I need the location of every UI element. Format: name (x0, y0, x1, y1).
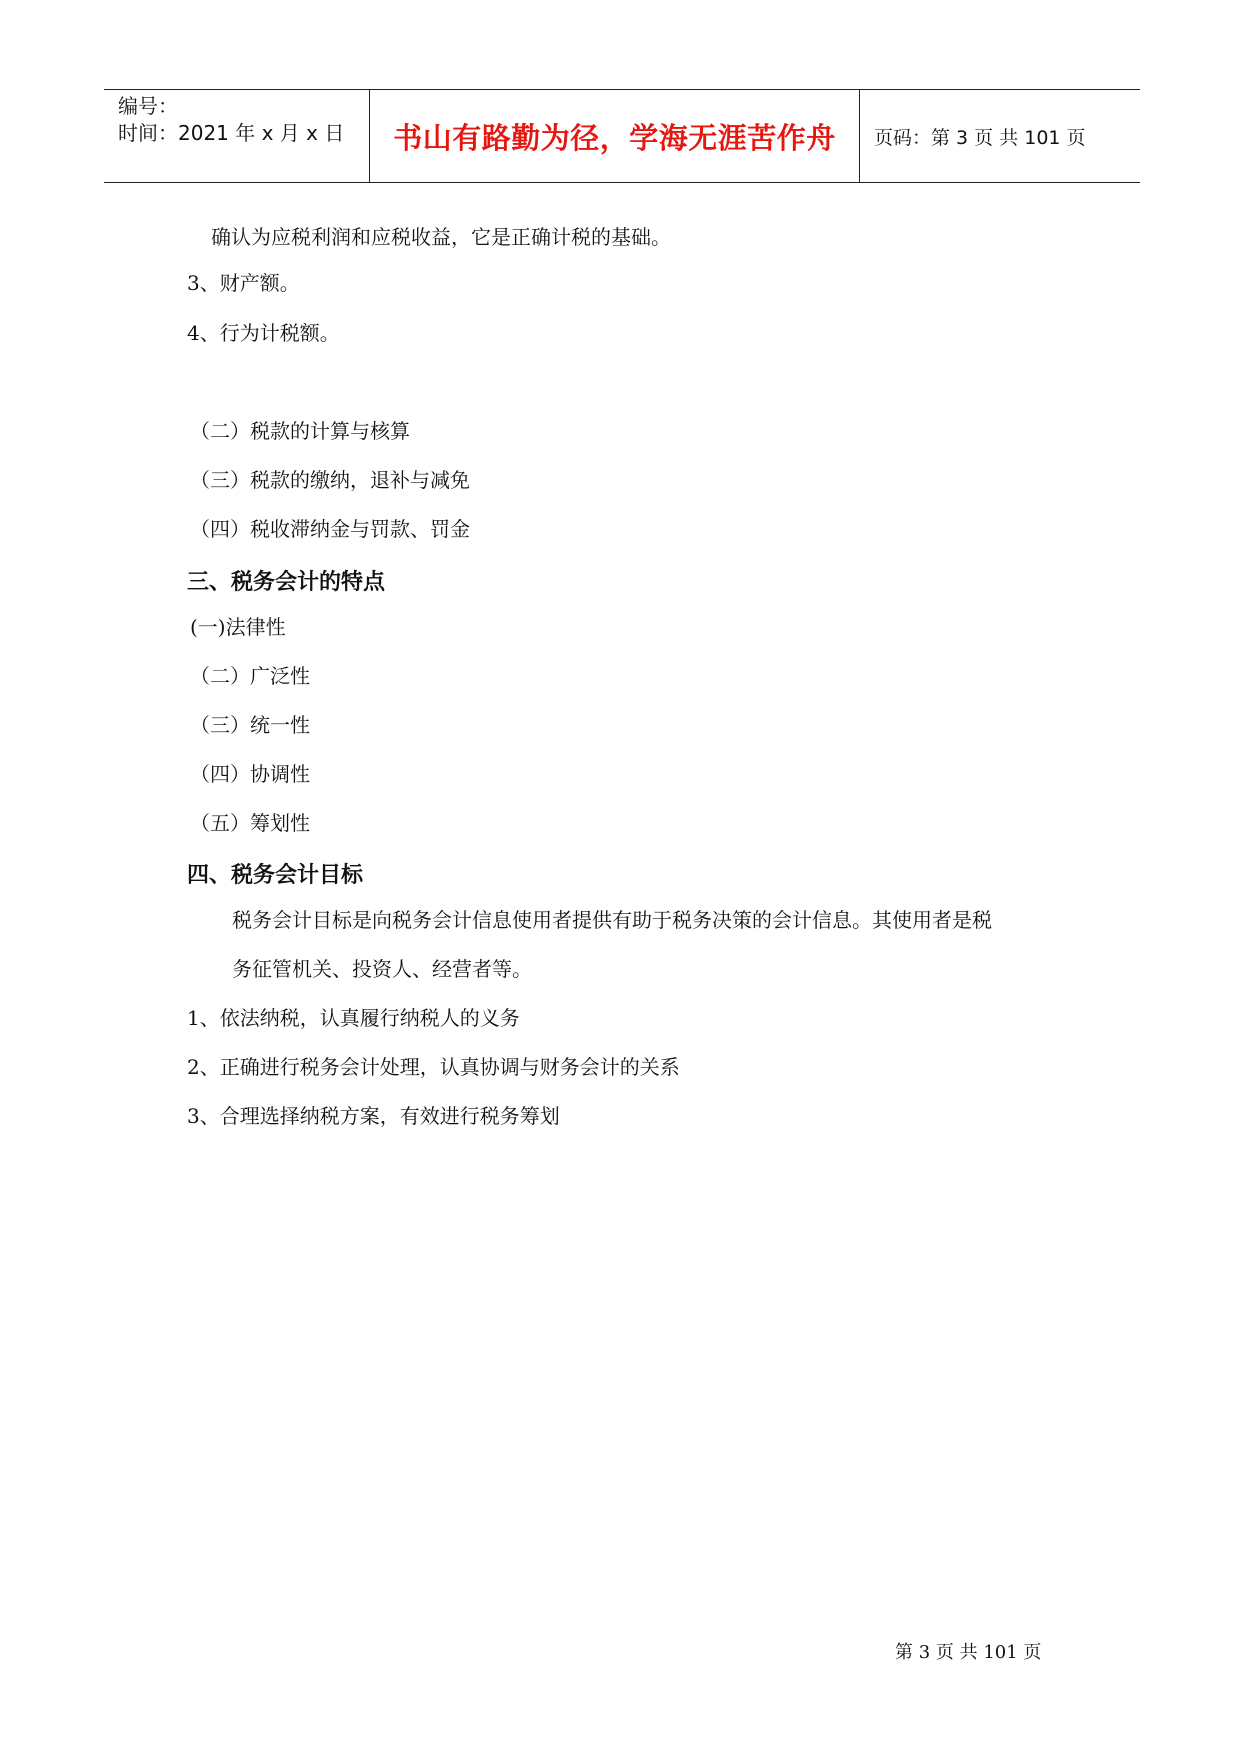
list-item: （三）税款的缴纳，退补与减免 (190, 468, 470, 492)
list-item: （二）税款的计算与核算 (190, 419, 410, 443)
header-motto: 书山有路勤为径，学海无涯苦作舟 (370, 90, 860, 182)
list-item: 2、正确进行税务会计处理，认真协调与财务会计的关系 (187, 1055, 680, 1079)
list-item: （五）筹划性 (190, 811, 310, 835)
header-page-number: 页码：第 3 页 共 101 页 (874, 126, 1086, 149)
section-heading: 四、税务会计目标 (187, 863, 364, 888)
page-footer: 第 3 页 共 101 页 (895, 1642, 1042, 1663)
list-item: （二）广泛性 (190, 664, 310, 688)
paragraph: 税务会计目标是向税务会计信息使用者提供有助于税务决策的会计信息。其使用者是税 (232, 908, 992, 932)
list-item: （四）协调性 (190, 762, 310, 786)
list-item: 4、行为计税额。 (187, 321, 340, 345)
page-header (104, 89, 1140, 183)
list-item: (一)法律性 (190, 615, 286, 639)
document-number-label: 编号： (118, 94, 178, 118)
list-item: 3、合理选择纳税方案，有效进行税务筹划 (187, 1104, 560, 1128)
header-meta (104, 90, 370, 182)
list-item: （四）税收滞纳金与罚款、罚金 (190, 517, 470, 541)
document-time-label: 时间：2021 年 x 月 x 日 (118, 121, 345, 145)
list-item: 1、依法纳税，认真履行纳税人的义务 (187, 1006, 520, 1030)
paragraph: 务征管机关、投资人、经营者等。 (232, 957, 532, 981)
list-item: （三）统一性 (190, 713, 310, 737)
section-heading: 三、税务会计的特点 (187, 570, 386, 595)
list-item: 3、财产额。 (187, 271, 300, 295)
paragraph: 确认为应税利润和应税收益，它是正确计税的基础。 (211, 225, 671, 249)
